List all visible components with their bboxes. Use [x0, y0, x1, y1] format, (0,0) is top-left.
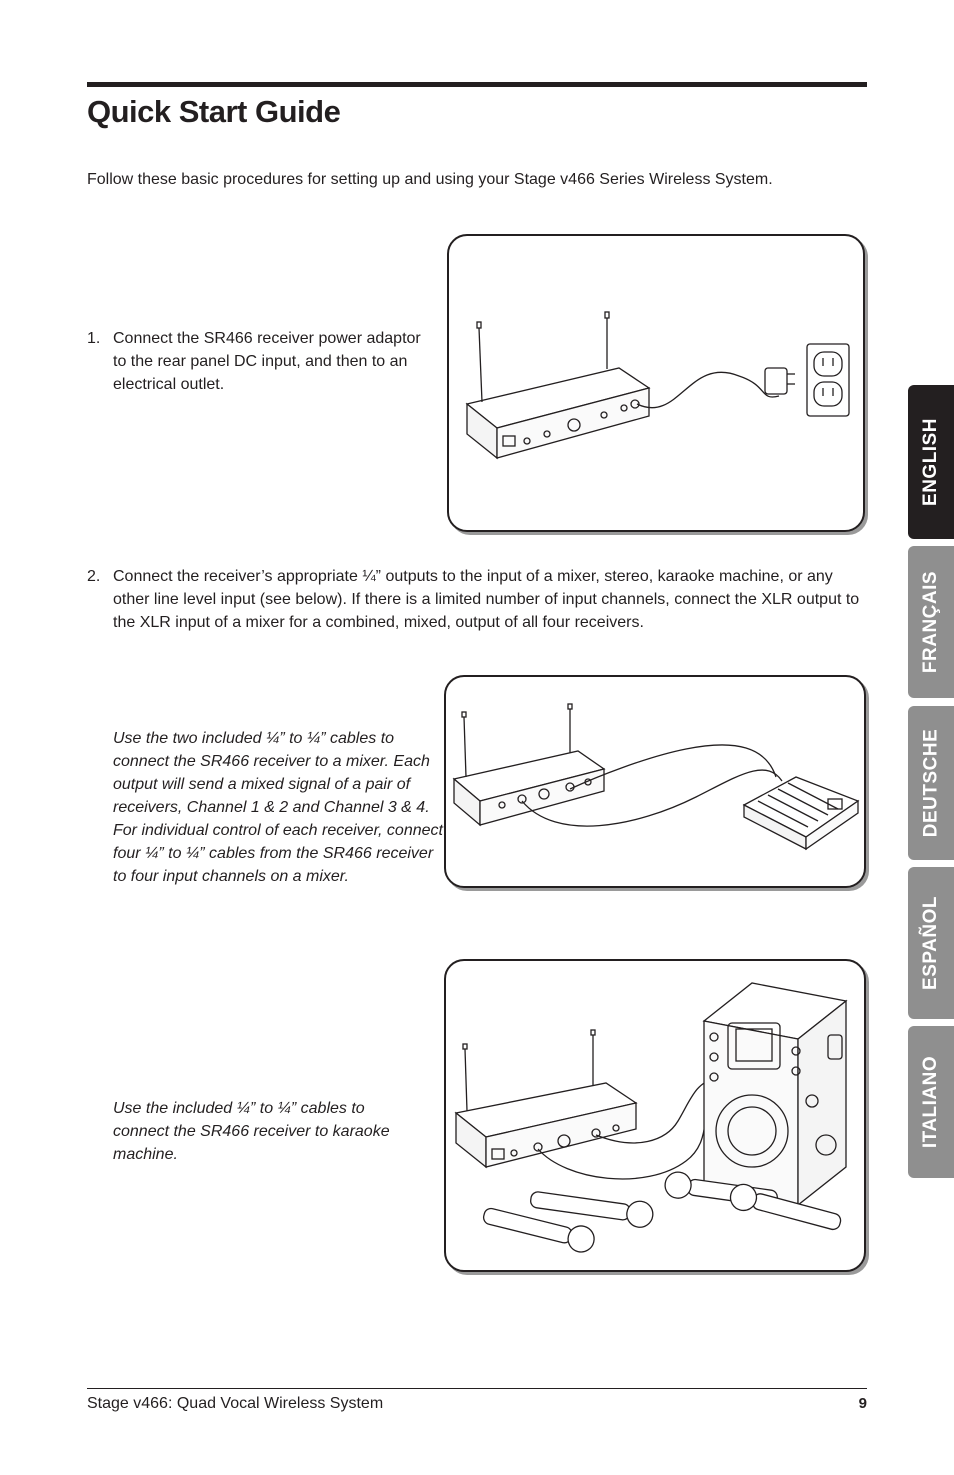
intro-text: Follow these basic procedures for setting up and using your Stage v466 Series Wireless System.	[87, 171, 773, 188]
tab-english[interactable]	[908, 385, 954, 539]
bottom-rule	[87, 1388, 867, 1389]
receiver-power-illustration	[449, 236, 867, 534]
footer-product-name: Stage v466: Quad Vocal Wireless System	[87, 1395, 384, 1412]
tab-francais[interactable]	[908, 546, 954, 698]
tab-francais-label: FRANÇAIS	[920, 570, 942, 674]
receiver-mixer-illustration	[446, 677, 868, 890]
figure-receiver-karaoke	[444, 959, 866, 1272]
step-2-text: Connect the receiver’s appropriate ¼” outputs to the input of a mixer, stereo, karaoke machine, or any other line level input (see below). If there is a limited number of input channels, connect the XLR output to the XLR input of a mixer for a combined, mixed, output of all four receivers.	[113, 568, 860, 631]
tab-deutsche[interactable]	[908, 706, 954, 860]
karaoke-note: Use the included ¼” to ¼” cables to connect the SR466 receiver to karaoke machine.	[113, 1100, 390, 1163]
mixer-note: Use the two included ¼” to ¼” cables to connect the SR466 receiver to a mixer. Each output will send a mixed signal of a pair of receivers, Channel 1 & 2 and Channel 3 & 4. For individual control of each receiver, connect four ¼” to ¼” cables from the SR466 receiver to four input channels on a mixer.	[113, 730, 443, 885]
step-1	[87, 327, 432, 396]
figure-receiver-power	[447, 234, 865, 532]
top-rule	[87, 82, 867, 87]
tab-deutsche-label: DEUTSCHE	[920, 728, 942, 838]
tab-italiano[interactable]	[908, 1026, 954, 1178]
step-2	[87, 565, 872, 634]
step-1-text: Connect the SR466 receiver power adaptor to the rear panel DC input, and then to an electrical outlet.	[113, 330, 421, 393]
tab-english-label: ENGLISH	[920, 418, 942, 506]
step-2-number: 2.	[87, 568, 101, 585]
figure-receiver-mixer	[444, 675, 866, 888]
page-title: Quick Start Guide	[87, 94, 341, 129]
tab-espanol-label: ESPAÑOL	[920, 896, 941, 990]
footer-page-number: 9	[858, 1395, 867, 1412]
tab-espanol[interactable]	[908, 867, 954, 1019]
receiver-karaoke-illustration	[446, 961, 868, 1274]
step-1-number: 1.	[87, 330, 101, 347]
tab-italiano-label: ITALIANO	[920, 1055, 941, 1149]
